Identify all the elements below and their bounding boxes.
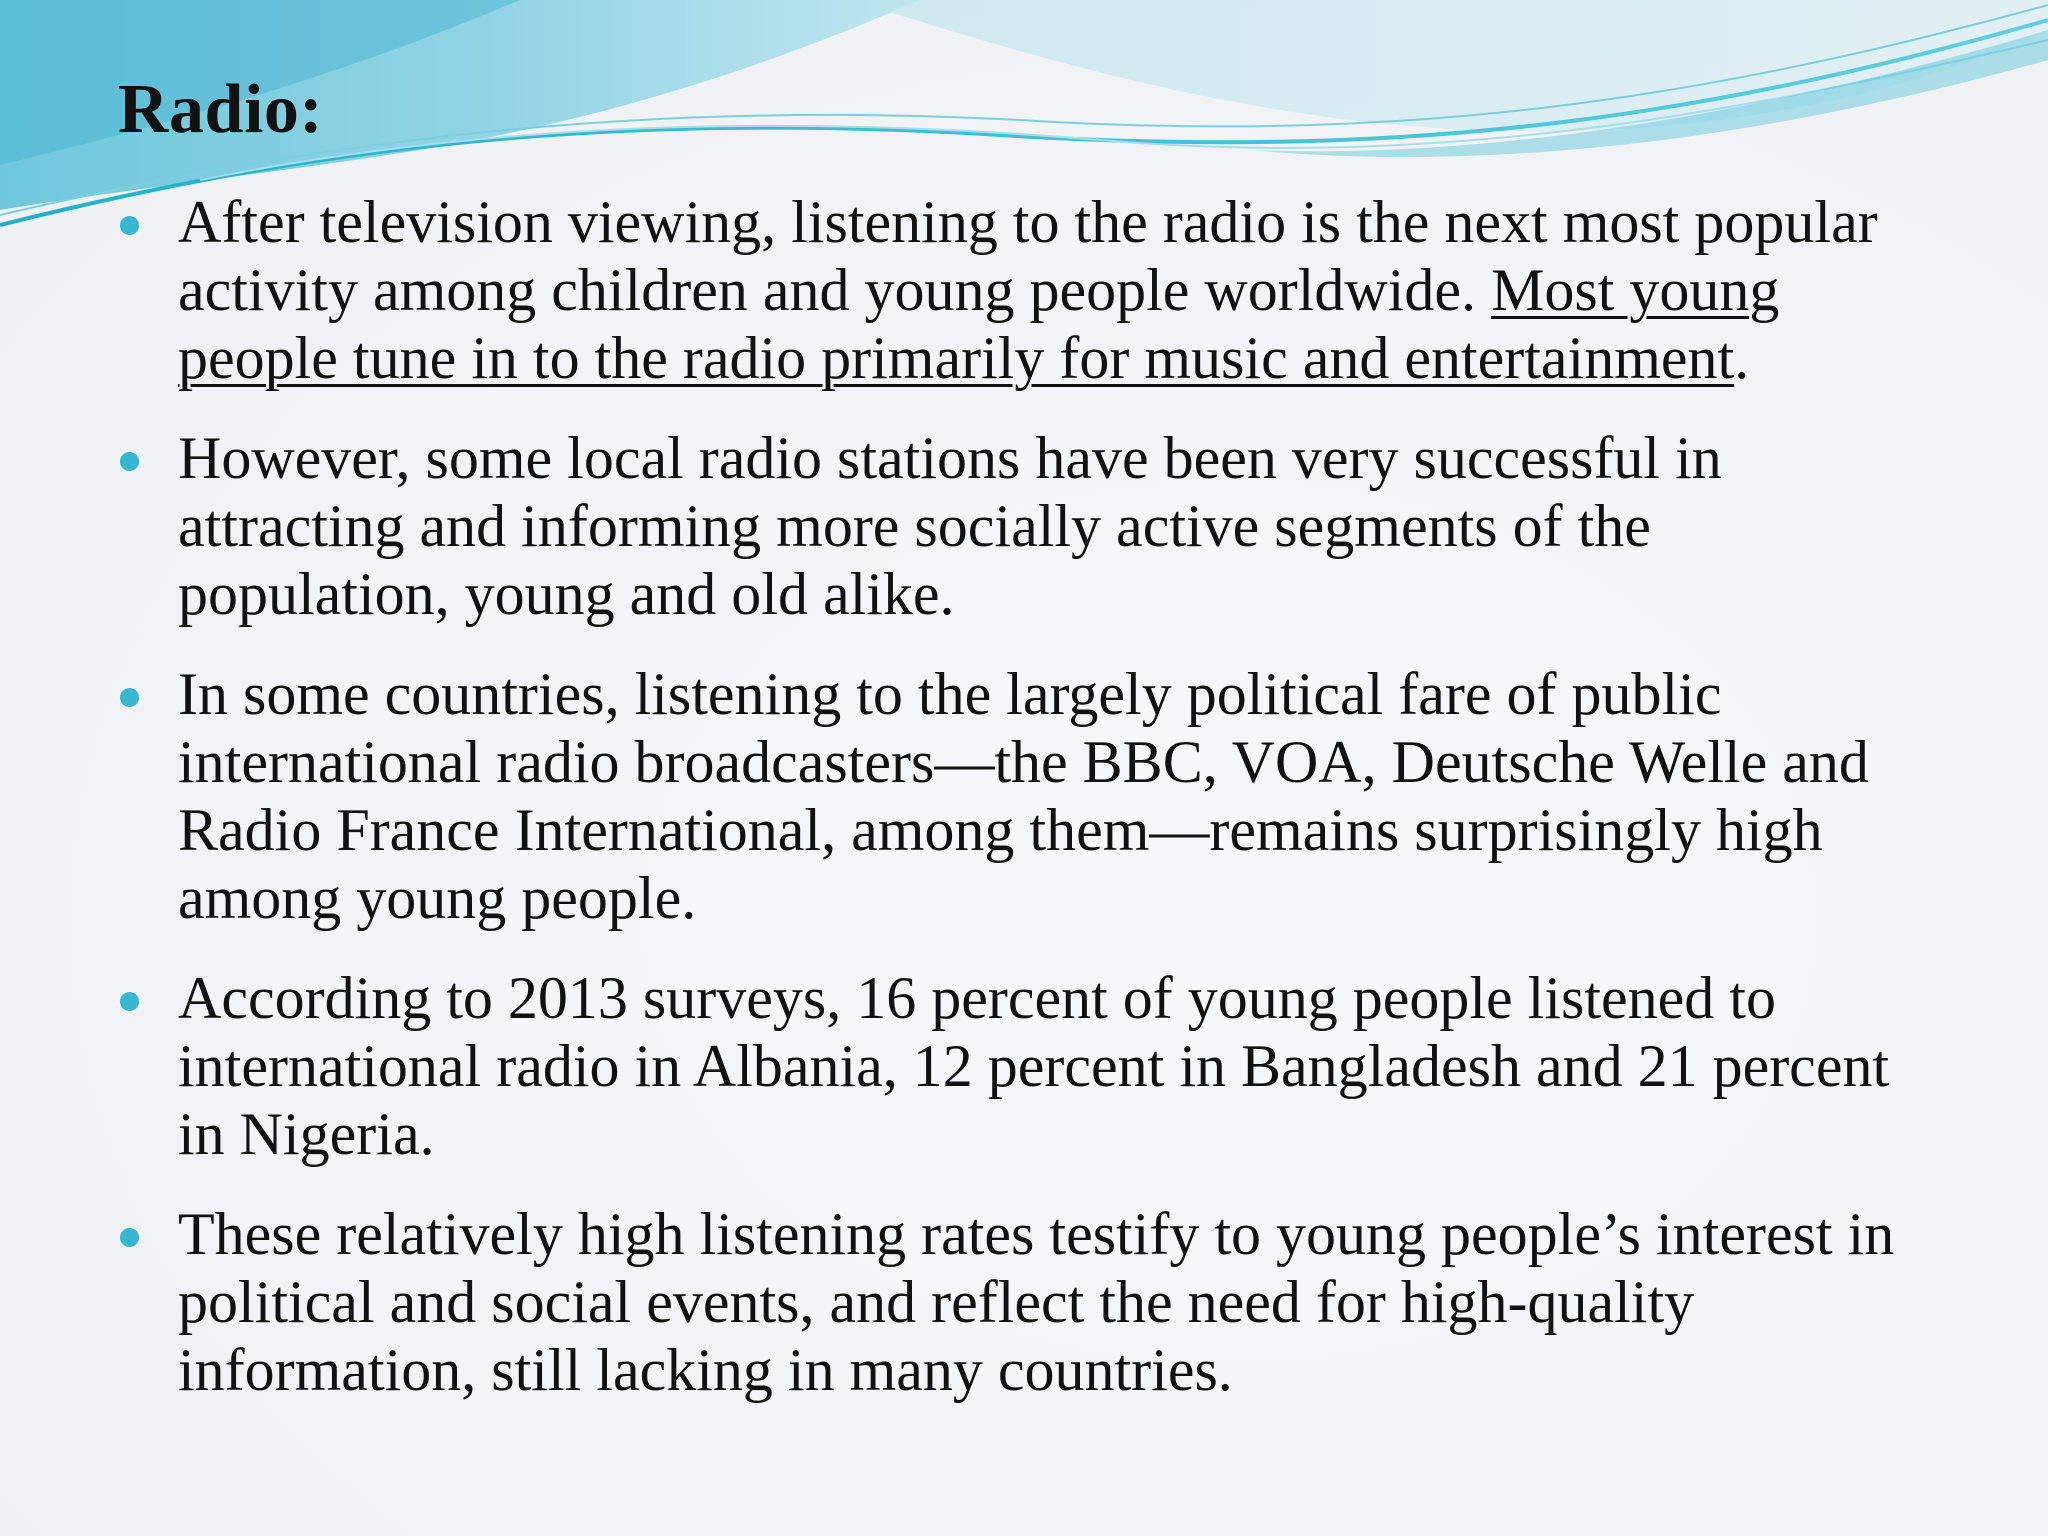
bullet-item (118, 660, 1918, 932)
bullet-text: According to 2013 surveys, 16 percent of young people listened to international radio in Albania, 12 percent in Bangladesh and 21 percent in Nigeria. (178, 965, 1890, 1167)
bullet-text: In some countries, listening to the largely political fare of public international radio broadcasters—the BBC, VOA, Deutsche Welle and Radio France International, among them—remains surprisingly high among young people. (178, 661, 1869, 931)
bullet-text: After television viewing, listening to the radio is the next most popular activity among children and young people worldwide. (178, 189, 1878, 323)
bullet-item (118, 1200, 1918, 1404)
bullet-dot-icon (120, 688, 139, 707)
bullet-text: However, some local radio stations have been very successful in attracting and informing more socially active segments of the population, young and old alike. (178, 425, 1722, 627)
bullet-dot-icon (120, 992, 139, 1011)
bullet-item (118, 188, 1918, 392)
bullet-underlined-text: Most young people tune in to the radio primarily for music and entertainment (178, 257, 1780, 391)
bullet-dot-icon (120, 452, 139, 471)
bullet-text: These relatively high listening rates testify to young people’s interest in political and social events, and reflect the need for high-quality information, still lacking in many countries. (178, 1201, 1895, 1403)
bullet-item (118, 964, 1918, 1168)
bullet-dot-icon (120, 216, 139, 235)
bullet-item (118, 424, 1918, 628)
slide-title: Radio: (118, 71, 324, 148)
bullet-dot-icon (120, 1228, 139, 1247)
bullet-tail: . (1734, 325, 1750, 391)
bullet-list (118, 188, 1918, 1436)
